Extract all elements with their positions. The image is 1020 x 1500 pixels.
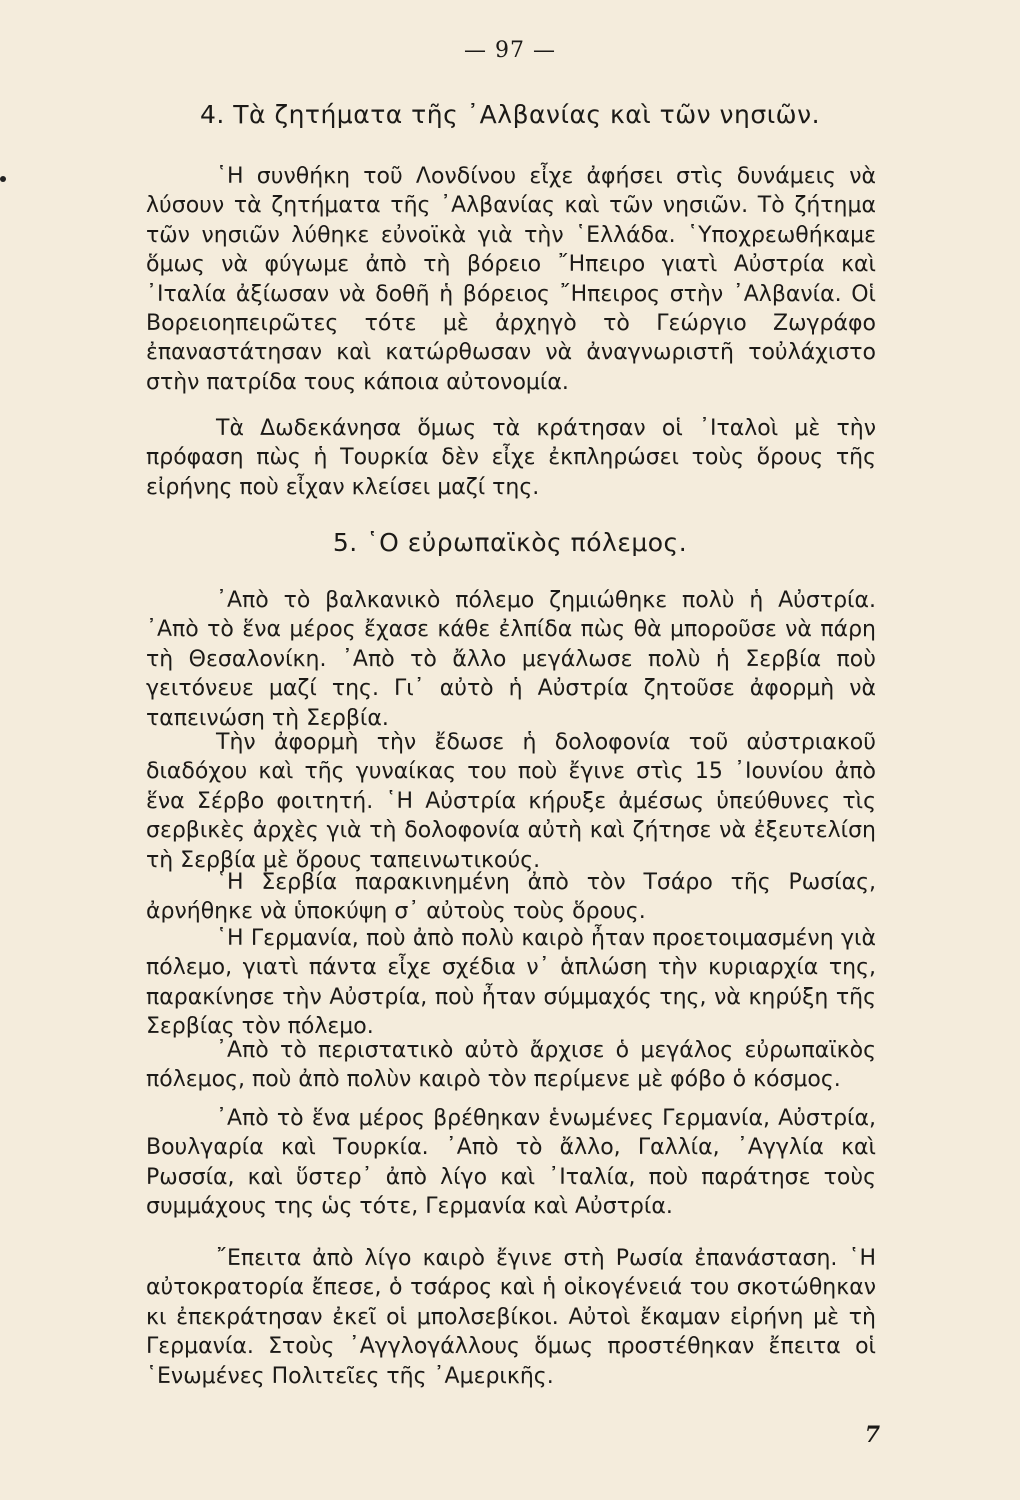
paragraph bbox=[146, 924, 876, 1042]
paragraph-text: ᾿Απὸ τὸ βαλκανικὸ πόλεμο ζημιώθηκε πολὺ ἡ Αὐστρία. ᾿Απὸ τὸ ἕνα μέρος ἔχασε κάθε ἐλπίδα πὼς θὰ μποροῦσε νὰ πάρη τὴ Θεσαλονίκη. ᾿Απὸ τὸ ἄλλο μεγάλωσε πολὺ ἡ Σερβία ποὺ γειτόνευε μαζί της. Γι᾿ αὐτὸ ἡ Αὐστρία ζητοῦσε ἀφορμὴ νὰ ταπεινώση τὴ Σερβία. bbox=[146, 588, 876, 731]
paragraph bbox=[146, 1036, 876, 1095]
paragraph-text: Τὴν ἀφορμὴ τὴν ἔδωσε ἡ δολοφονία τοῦ αὐστριακοῦ διαδόχου καὶ τῆς γυναίκας του ποὺ ἔγινε στὶς 15 ᾿Ιουνίου ἀπὸ ἕνα Σέρβο φοιτητή. ῾Η Αὐστρία κήρυξε ἀμέσως ὑπεύθυνες τὶς σερβικὲς ἀρχὲς γιὰ τὴ δολοφονία αὐτὴ καὶ ζήτησε νὰ ἐξευτελίση τὴ Σερβία μὲ ὅρους ταπεινωτικούς. bbox=[146, 730, 876, 873]
paragraph-text: ῾Η συνθήκη τοῦ Λονδίνου εἶχε ἀφήσει στὶς δυνάμεις νὰ λύσουν τὰ ζητήματα τῆς ᾿Αλβανίας καὶ τῶν νησιῶν. Τὸ ζήτημα τῶν νησιῶν λύθηκε εὐνοϊκὰ γιὰ τὴν ῾Ελλάδα. ῾Υποχρεωθήκαμε ὅμως νὰ φύγωμε ἀπὸ τὴ βόρειο ῎Ηπειρο γιατὶ Αὐστρία καὶ ᾿Ιταλία ἀξίωσαν νὰ δοθῆ ἡ βόρειος ῎Ηπειρος στὴν ᾿Αλβανία. Οἱ Βορειοηπειρῶτες τότε μὲ ἀρχηγὸ τὸ Γεώργιο Ζωγράφο ἐπαναστάτησαν καὶ κατώρθωσαν νὰ ἀναγνωριστῆ τοὐλάχιστο στὴν πατρίδα τους κάποια αὐτονομία. bbox=[146, 164, 876, 395]
paragraph bbox=[146, 1104, 876, 1222]
signature-number: 7 bbox=[864, 1422, 880, 1448]
scan-edge-mark bbox=[0, 176, 6, 182]
paragraph bbox=[146, 414, 876, 502]
section-heading-european-war: 5. ῾Ο εὐρωπαϊκὸς πόλεμος. bbox=[332, 528, 688, 557]
paragraph-text: ῾Η Γερμανία, ποὺ ἀπὸ πολὺ καιρὸ ἦταν προετοιμασμένη γιὰ πόλεμο, γιατὶ πάντα εἶχε σχέδια ν᾿ ἁπλώση τὴν κυριαρχία της, παρακίνησε τὴν Αὐστρία, ποὺ ἦταν σύμμαχός της, νὰ κηρύξη τῆς Σερβίας τὸν πόλεμο. bbox=[146, 926, 876, 1040]
page-number: — 97 — bbox=[464, 38, 556, 63]
paragraph-text: ᾿Απὸ τὸ ἕνα μέρος βρέθηκαν ἑνωμένες Γερμανία, Αὐστρία, Βουλγαρία καὶ Τουρκία. ᾿Απὸ τὸ ἄλλο, Γαλλία, ᾿Αγγλία καὶ Ρωσσία, καὶ ὕστερ᾿ ἀπὸ λίγο καὶ ᾿Ιταλία, ποὺ παράτησε τοὺς συμμάχους της ὡς τότε, Γερμανία καὶ Αὐστρία. bbox=[146, 1106, 876, 1220]
paragraph bbox=[146, 728, 876, 875]
paragraph bbox=[146, 868, 876, 927]
paragraph-text: Τὰ Δωδεκάνησα ὅμως τὰ κράτησαν οἱ ᾿Ιταλοὶ μὲ τὴν πρόφαση πὼς ἡ Τουρκία δὲν εἶχε ἐκπληρώσει τοὺς ὅρους τῆς εἰρήνης ποὺ εἶχαν κλείσει μαζί της. bbox=[146, 416, 876, 500]
paragraph bbox=[146, 1244, 876, 1391]
paragraph bbox=[146, 586, 876, 733]
paragraph bbox=[146, 162, 876, 397]
paragraph-text: ῾Η Σερβία παρακινημένη ἀπὸ τὸν Τσάρο τῆς Ρωσίας, ἀρνήθηκε νὰ ὑποκύψη σ᾿ αὐτοὺς τοὺς ὅρους. bbox=[146, 870, 876, 925]
section-heading-albania-islands: 4. Τὰ ζητήματα τῆς ᾿Αλβανίας καὶ τῶν νησιῶν. bbox=[199, 100, 821, 129]
paragraph-text: ᾿Απὸ τὸ περιστατικὸ αὐτὸ ἄρχισε ὁ μεγάλος εὐρωπαϊκὸς πόλεμος, ποὺ ἀπὸ πολὺν καιρὸ τὸν περίμενε μὲ φόβο ὁ κόσμος. bbox=[146, 1038, 876, 1093]
paragraph-text: ῎Επειτα ἀπὸ λίγο καιρὸ ἔγινε στὴ Ρωσία ἐπανάσταση. ῾Η αὐτοκρατορία ἔπεσε, ὁ τσάρος καὶ ἡ οἰκογένειά του σκοτώθηκαν κι ἐπεκράτησαν ἐκεῖ οἱ μπολσεβίκοι. Αὐτοὶ ἔκαμαν εἰρήνη μὲ τὴ Γερμανία. Στοὺς ᾿Αγγλογάλλους ὅμως προστέθηκαν ἔπειτα οἱ ῾Ενωμένες Πολιτεῖες τῆς ᾿Αμερικῆς. bbox=[146, 1246, 876, 1389]
